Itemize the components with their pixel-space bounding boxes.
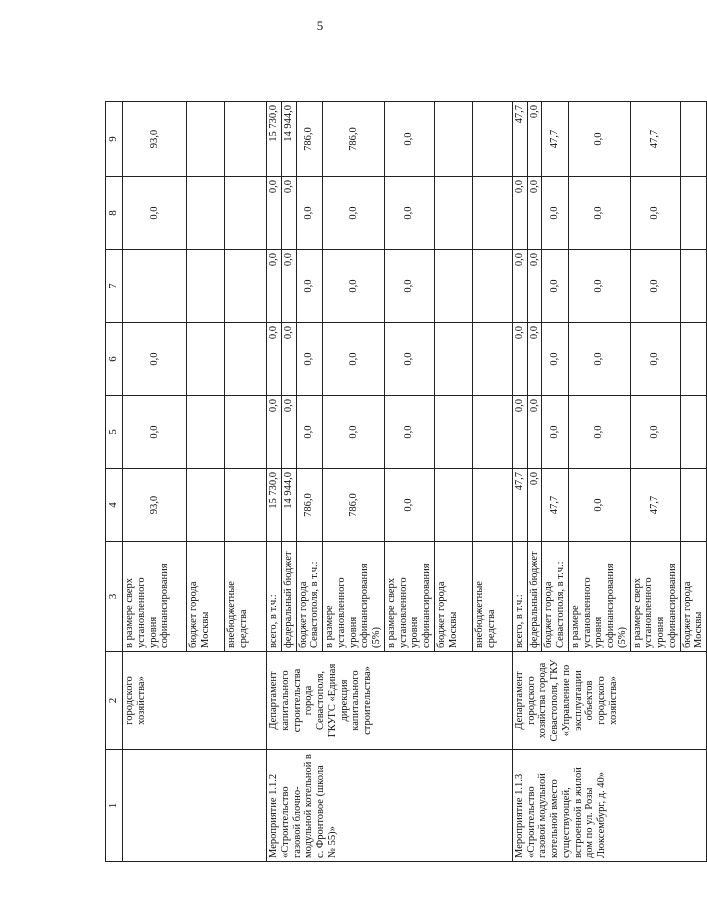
value-cell: 47,7 (630, 469, 680, 542)
value-cell: 0,0 (512, 250, 527, 323)
value-cell: 0,0 (323, 177, 385, 250)
value-cell: 93,0 (123, 102, 187, 177)
value-cell: 0,0 (296, 250, 323, 323)
value-cell (225, 323, 267, 396)
funding-source-cell: в размере сверх установленного уровня софинансирования (123, 542, 187, 652)
header-cell: 5 (106, 396, 123, 469)
funding-table (105, 101, 707, 862)
value-cell: 0,0 (267, 323, 282, 396)
value-cell (472, 177, 512, 250)
funding-source-cell: федеральный бюджет (527, 542, 542, 652)
value-cell (434, 396, 472, 469)
value-cell: 47,7 (542, 469, 569, 542)
table-row (267, 102, 282, 862)
value-cell: 0,0 (630, 250, 680, 323)
value-cell (472, 469, 512, 542)
value-cell: 0,0 (630, 323, 680, 396)
funding-source-cell: бюджет города Москвы (187, 542, 225, 652)
funding-source-cell: бюджет города Москвы (434, 542, 472, 652)
header-cell: 9 (106, 102, 123, 177)
value-cell: 0,0 (568, 396, 630, 469)
value-cell (225, 250, 267, 323)
value-cell: 0,0 (542, 250, 569, 323)
value-cell (680, 177, 707, 250)
value-cell (472, 102, 512, 177)
value-cell (187, 469, 225, 542)
value-cell: 0,0 (568, 323, 630, 396)
value-cell: 0,0 (281, 177, 296, 250)
value-cell: 0,0 (123, 396, 187, 469)
value-cell (472, 250, 512, 323)
value-cell: 0,0 (542, 396, 569, 469)
value-cell: 47,7 (512, 102, 527, 177)
value-cell: 14 944,0 (281, 102, 296, 177)
value-cell: 0,0 (527, 102, 542, 177)
value-cell: 786,0 (296, 102, 323, 177)
value-cell: 0,0 (527, 396, 542, 469)
rotated-table-container (105, 102, 705, 862)
value-cell: 0,0 (568, 102, 630, 177)
event-name-cell: Мероприятие 1.1.3 «Строительство газовой модульной котельной вместо существующей, встроенной в жилой дом по ул. Розы Люксембург, д. 40» (512, 750, 706, 862)
executor-cell: Департамент капитального строительства города Севастополя, ГКУГС «Единая дирекция капитального строительства» (267, 652, 513, 750)
event-name-cell (123, 750, 267, 862)
value-cell: 15 730,0 (267, 469, 282, 542)
value-cell (225, 469, 267, 542)
value-cell: 0,0 (281, 323, 296, 396)
value-cell: 0,0 (527, 323, 542, 396)
value-cell: 0,0 (123, 323, 187, 396)
value-cell: 0,0 (542, 323, 569, 396)
funding-source-cell: федеральный бюджет (281, 542, 296, 652)
value-cell (123, 250, 187, 323)
value-cell: 0,0 (512, 177, 527, 250)
value-cell: 0,0 (512, 396, 527, 469)
value-cell: 0,0 (542, 177, 569, 250)
value-cell: 786,0 (323, 102, 385, 177)
funding-source-cell: в размере сверх установленного уровня софинансирования (630, 542, 680, 652)
funding-source-cell: всего, в т.ч.: (512, 542, 527, 652)
value-cell: 0,0 (281, 250, 296, 323)
value-cell: 786,0 (296, 469, 323, 542)
header-cell: 3 (106, 542, 123, 652)
value-cell: 0,0 (296, 323, 323, 396)
value-cell: 0,0 (384, 323, 434, 396)
header-cell: 8 (106, 177, 123, 250)
value-cell: 0,0 (630, 396, 680, 469)
value-cell: 0,0 (568, 177, 630, 250)
value-cell: 47,7 (630, 102, 680, 177)
value-cell: 0,0 (323, 396, 385, 469)
value-cell: 0,0 (630, 177, 680, 250)
funding-source-cell: в размере установленного уровня софинансирования (5%) (568, 542, 630, 652)
value-cell: 14 944,0 (281, 469, 296, 542)
value-cell: 0,0 (123, 177, 187, 250)
value-cell (472, 323, 512, 396)
value-cell (680, 102, 707, 177)
value-cell: 0,0 (568, 469, 630, 542)
funding-source-cell: в размере сверх установленного уровня софинансирования (384, 542, 434, 652)
value-cell: 0,0 (568, 250, 630, 323)
value-cell (680, 469, 707, 542)
value-cell: 0,0 (296, 396, 323, 469)
value-cell: 0,0 (323, 323, 385, 396)
value-cell: 0,0 (384, 102, 434, 177)
value-cell (187, 102, 225, 177)
funding-source-cell: в размере установленного уровня софинансирования (5%) (323, 542, 385, 652)
value-cell: 15 730,0 (267, 102, 282, 177)
value-cell (680, 396, 707, 469)
executor-cell: городского хозяйства» (123, 652, 267, 750)
value-cell: 0,0 (323, 250, 385, 323)
value-cell: 0,0 (384, 469, 434, 542)
value-cell: 0,0 (267, 250, 282, 323)
value-cell (225, 102, 267, 177)
value-cell (187, 250, 225, 323)
funding-source-cell: бюджет города Москвы (680, 542, 707, 652)
value-cell (187, 323, 225, 396)
value-cell (680, 323, 707, 396)
executor-cell: Департамент городского хозяйства города Севастополя, ГКУ «Управление по эксплуатации объектов городского хозяйства» (512, 652, 706, 750)
value-cell: 0,0 (512, 323, 527, 396)
header-cell: 6 (106, 323, 123, 396)
value-cell: 47,7 (512, 469, 527, 542)
value-cell: 0,0 (527, 250, 542, 323)
value-cell: 0,0 (527, 469, 542, 542)
value-cell: 0,0 (384, 250, 434, 323)
header-cell: 2 (106, 652, 123, 750)
value-cell (434, 102, 472, 177)
value-cell (187, 177, 225, 250)
header-cell: 4 (106, 469, 123, 542)
funding-source-cell: внебюджетные средства (225, 542, 267, 652)
value-cell (434, 323, 472, 396)
value-cell: 47,7 (542, 102, 569, 177)
funding-source-cell: внебюджетные средства (472, 542, 512, 652)
value-cell (434, 177, 472, 250)
funding-source-cell: всего, в т.ч.: (267, 542, 282, 652)
table-row (123, 102, 187, 862)
value-cell: 786,0 (323, 469, 385, 542)
value-cell (187, 396, 225, 469)
event-name-cell: Мероприятие 1.1.2 «Строительство газовой блочно-модульной котельной в с. Фронтовое (школа № 55)» (267, 750, 513, 862)
funding-source-cell: бюджет города Севастополя, в т.ч.: (542, 542, 569, 652)
header-cell: 7 (106, 250, 123, 323)
value-cell (225, 177, 267, 250)
value-cell: 93,0 (123, 469, 187, 542)
value-cell (434, 250, 472, 323)
header-row (106, 102, 123, 862)
value-cell (680, 250, 707, 323)
value-cell: 0,0 (384, 396, 434, 469)
table-row (512, 102, 527, 862)
value-cell (472, 396, 512, 469)
value-cell: 0,0 (384, 177, 434, 250)
value-cell: 0,0 (267, 177, 282, 250)
header-cell: 1 (106, 750, 123, 862)
page-number: 5 (316, 18, 324, 33)
value-cell: 0,0 (281, 396, 296, 469)
value-cell: 0,0 (296, 177, 323, 250)
funding-source-cell: бюджет города Севастополя, в т.ч.: (296, 542, 323, 652)
value-cell (434, 469, 472, 542)
value-cell: 0,0 (527, 177, 542, 250)
value-cell (225, 396, 267, 469)
value-cell: 0,0 (267, 396, 282, 469)
